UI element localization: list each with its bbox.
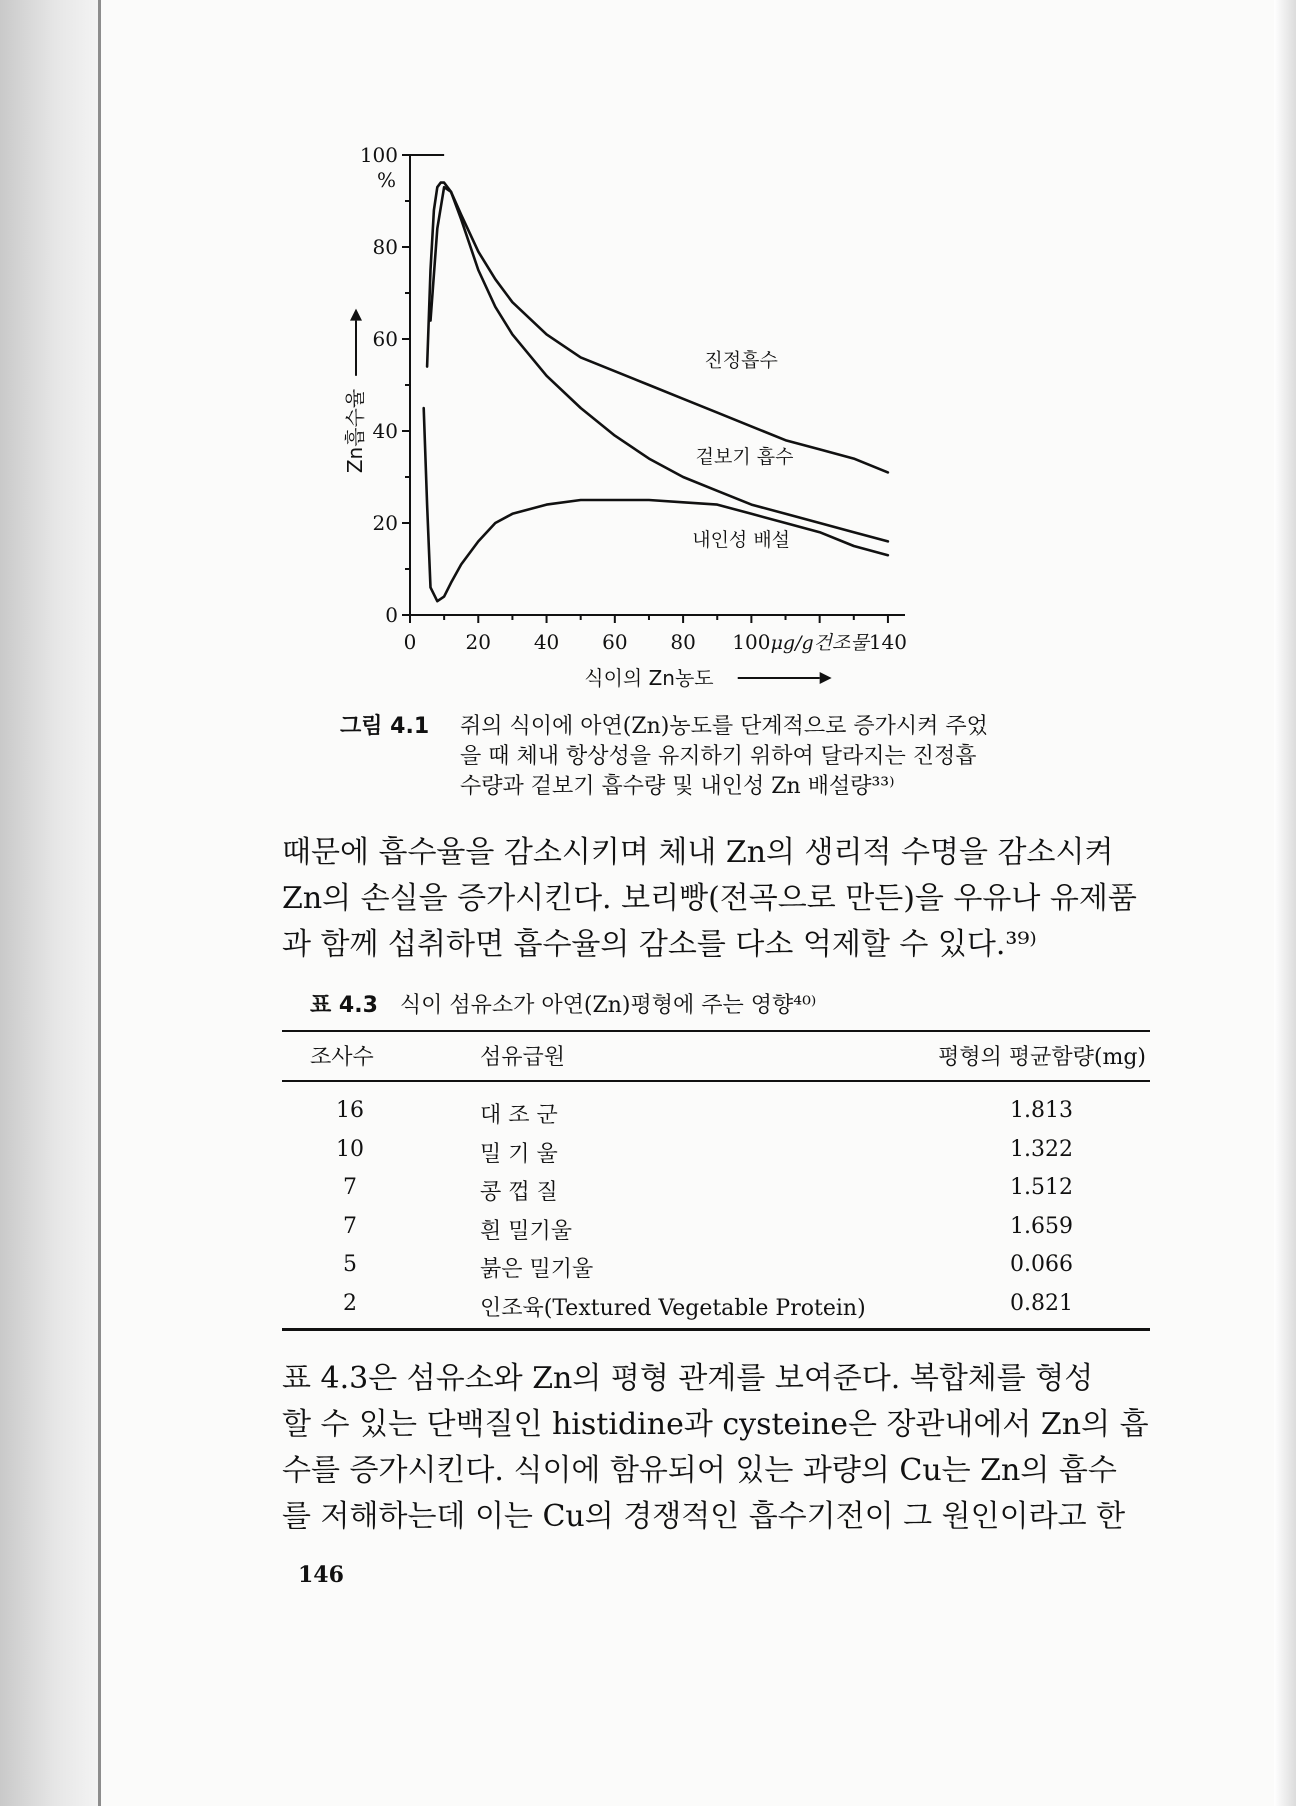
paragraph-line: 과 함께 섭취하면 흡수율의 감소를 다소 억제할 수 있다.³⁹⁾ (282, 927, 1037, 962)
endogenous-excretion-line (424, 408, 888, 601)
paragraph-line: 수를 증가시킨다. 식이에 함유되어 있는 과량의 Cu는 Zn의 흡수 (282, 1453, 1117, 1488)
table-cell-source: 인조육(Textured Vegetable Protein) (480, 1295, 866, 1321)
x-tick-label: 40 (533, 630, 560, 654)
x-axis-label: 식이의 Zn농도 (584, 666, 714, 690)
table-header-rule (282, 1080, 1150, 1082)
table-bottom-rule (282, 1328, 1150, 1331)
table-cell-source: 붉은 밀기울 (480, 1257, 594, 1282)
table-cell-count: 7 (343, 1175, 357, 1200)
y-tick-label: 20 (372, 511, 398, 535)
y-unit-label: % (376, 168, 396, 192)
table-cell-source: 대 조 군 (480, 1103, 558, 1128)
y-tick-label: 60 (372, 327, 398, 351)
page-number: 146 (298, 1562, 344, 1588)
table-cell-balance: 0.066 (1010, 1252, 1073, 1277)
table-header-count: 조사수 (310, 1045, 374, 1070)
book-spine-edge (0, 0, 100, 1806)
x-axis-arrow-head (820, 672, 832, 684)
table-cell-balance: 1.512 (1010, 1175, 1073, 1200)
y-axis-arrow-head (350, 309, 362, 321)
paragraph-1 (282, 830, 1152, 968)
figure-label: 그림 4.1 (340, 714, 430, 739)
table-cell-count: 7 (343, 1213, 357, 1239)
x-tick-label: 80 (670, 630, 696, 654)
table-header-balance: 평형의 평균함량(mg) (938, 1045, 1146, 1070)
y-tick-label: 80 (372, 235, 398, 259)
paragraph-line: 표 4.3은 섬유소와 Zn의 평형 관계를 보여준다. 복합체를 형성 (282, 1361, 1094, 1396)
apparent-absorption-line (431, 187, 888, 541)
table-caption: 식이 섬유소가 아연(Zn)평형에 주는 영향⁴⁰⁾ (399, 993, 817, 1018)
table-cell-balance: 1.659 (1010, 1213, 1073, 1239)
table-cell-source: 흰 밀기울 (480, 1218, 573, 1244)
series-label: 겉보기 흡수 (695, 446, 794, 469)
true-absorption-line (427, 183, 888, 473)
caption-line: 을 때 체내 항상성을 유지하기 위하여 달라지는 진정흡 (460, 744, 977, 769)
caption-line: 수량과 겉보기 흡수량 및 내인성 Zn 배설량³³⁾ (460, 774, 895, 799)
table-cell-balance: 1.813 (1010, 1098, 1073, 1123)
table-cell-count: 5 (343, 1252, 357, 1277)
x-tick-label: 20 (465, 630, 492, 654)
x-tick-label: 60 (602, 630, 628, 654)
table-cell-count: 10 (336, 1136, 364, 1162)
book-right-edge (1274, 0, 1296, 1806)
table-cell-balance: 0.821 (1010, 1290, 1073, 1316)
y-tick-label: 40 (372, 419, 398, 443)
table-cell-count: 2 (343, 1290, 357, 1316)
table-cell-count: 16 (336, 1098, 364, 1123)
x-unit-label: μg/g건조물 (770, 632, 869, 654)
paragraph-line: 를 저해하는데 이는 Cu의 경쟁적인 흡수기전이 그 원인이라고 한 (282, 1499, 1126, 1534)
table-header-source: 섬유급원 (480, 1045, 566, 1070)
table-cell-balance: 1.322 (1010, 1136, 1073, 1162)
x-tick-label: 140 (868, 630, 908, 654)
paragraph-line: 때문에 흡수율을 감소시키며 체내 Zn의 생리적 수명을 감소시켜 (282, 835, 1114, 870)
y-axis-label: Zn흡수율 (343, 388, 367, 474)
caption-line: 쥐의 식이에 아연(Zn)농도를 단계적으로 증가시켜 주었 (460, 714, 988, 739)
x-tick-label: 100 (732, 630, 771, 654)
y-tick-label: 0 (385, 603, 398, 627)
zn-absorption-chart (330, 140, 1070, 700)
y-tick-label: 100 (359, 143, 398, 167)
table-cell-source: 밀 기 울 (480, 1141, 558, 1167)
x-tick-label: 0 (403, 630, 417, 654)
paragraph-line: Zn의 손실을 증가시킨다. 보리빵(전곡으로 만든)을 우유나 유제품 (282, 881, 1137, 916)
series-label: 진정흡수 (704, 349, 778, 372)
table-top-rule (282, 1030, 1150, 1032)
paragraph-line: 할 수 있는 단백질인 histidine과 cysteine은 장관내에서 Zn의 흡 (282, 1407, 1149, 1442)
table-title (310, 988, 816, 1019)
table-label: 표 4.3 (310, 993, 378, 1018)
paragraph-2 (282, 1356, 1152, 1540)
table-cell-source: 콩 껍 질 (480, 1180, 558, 1205)
series-label: 내인성 배설 (692, 529, 791, 551)
